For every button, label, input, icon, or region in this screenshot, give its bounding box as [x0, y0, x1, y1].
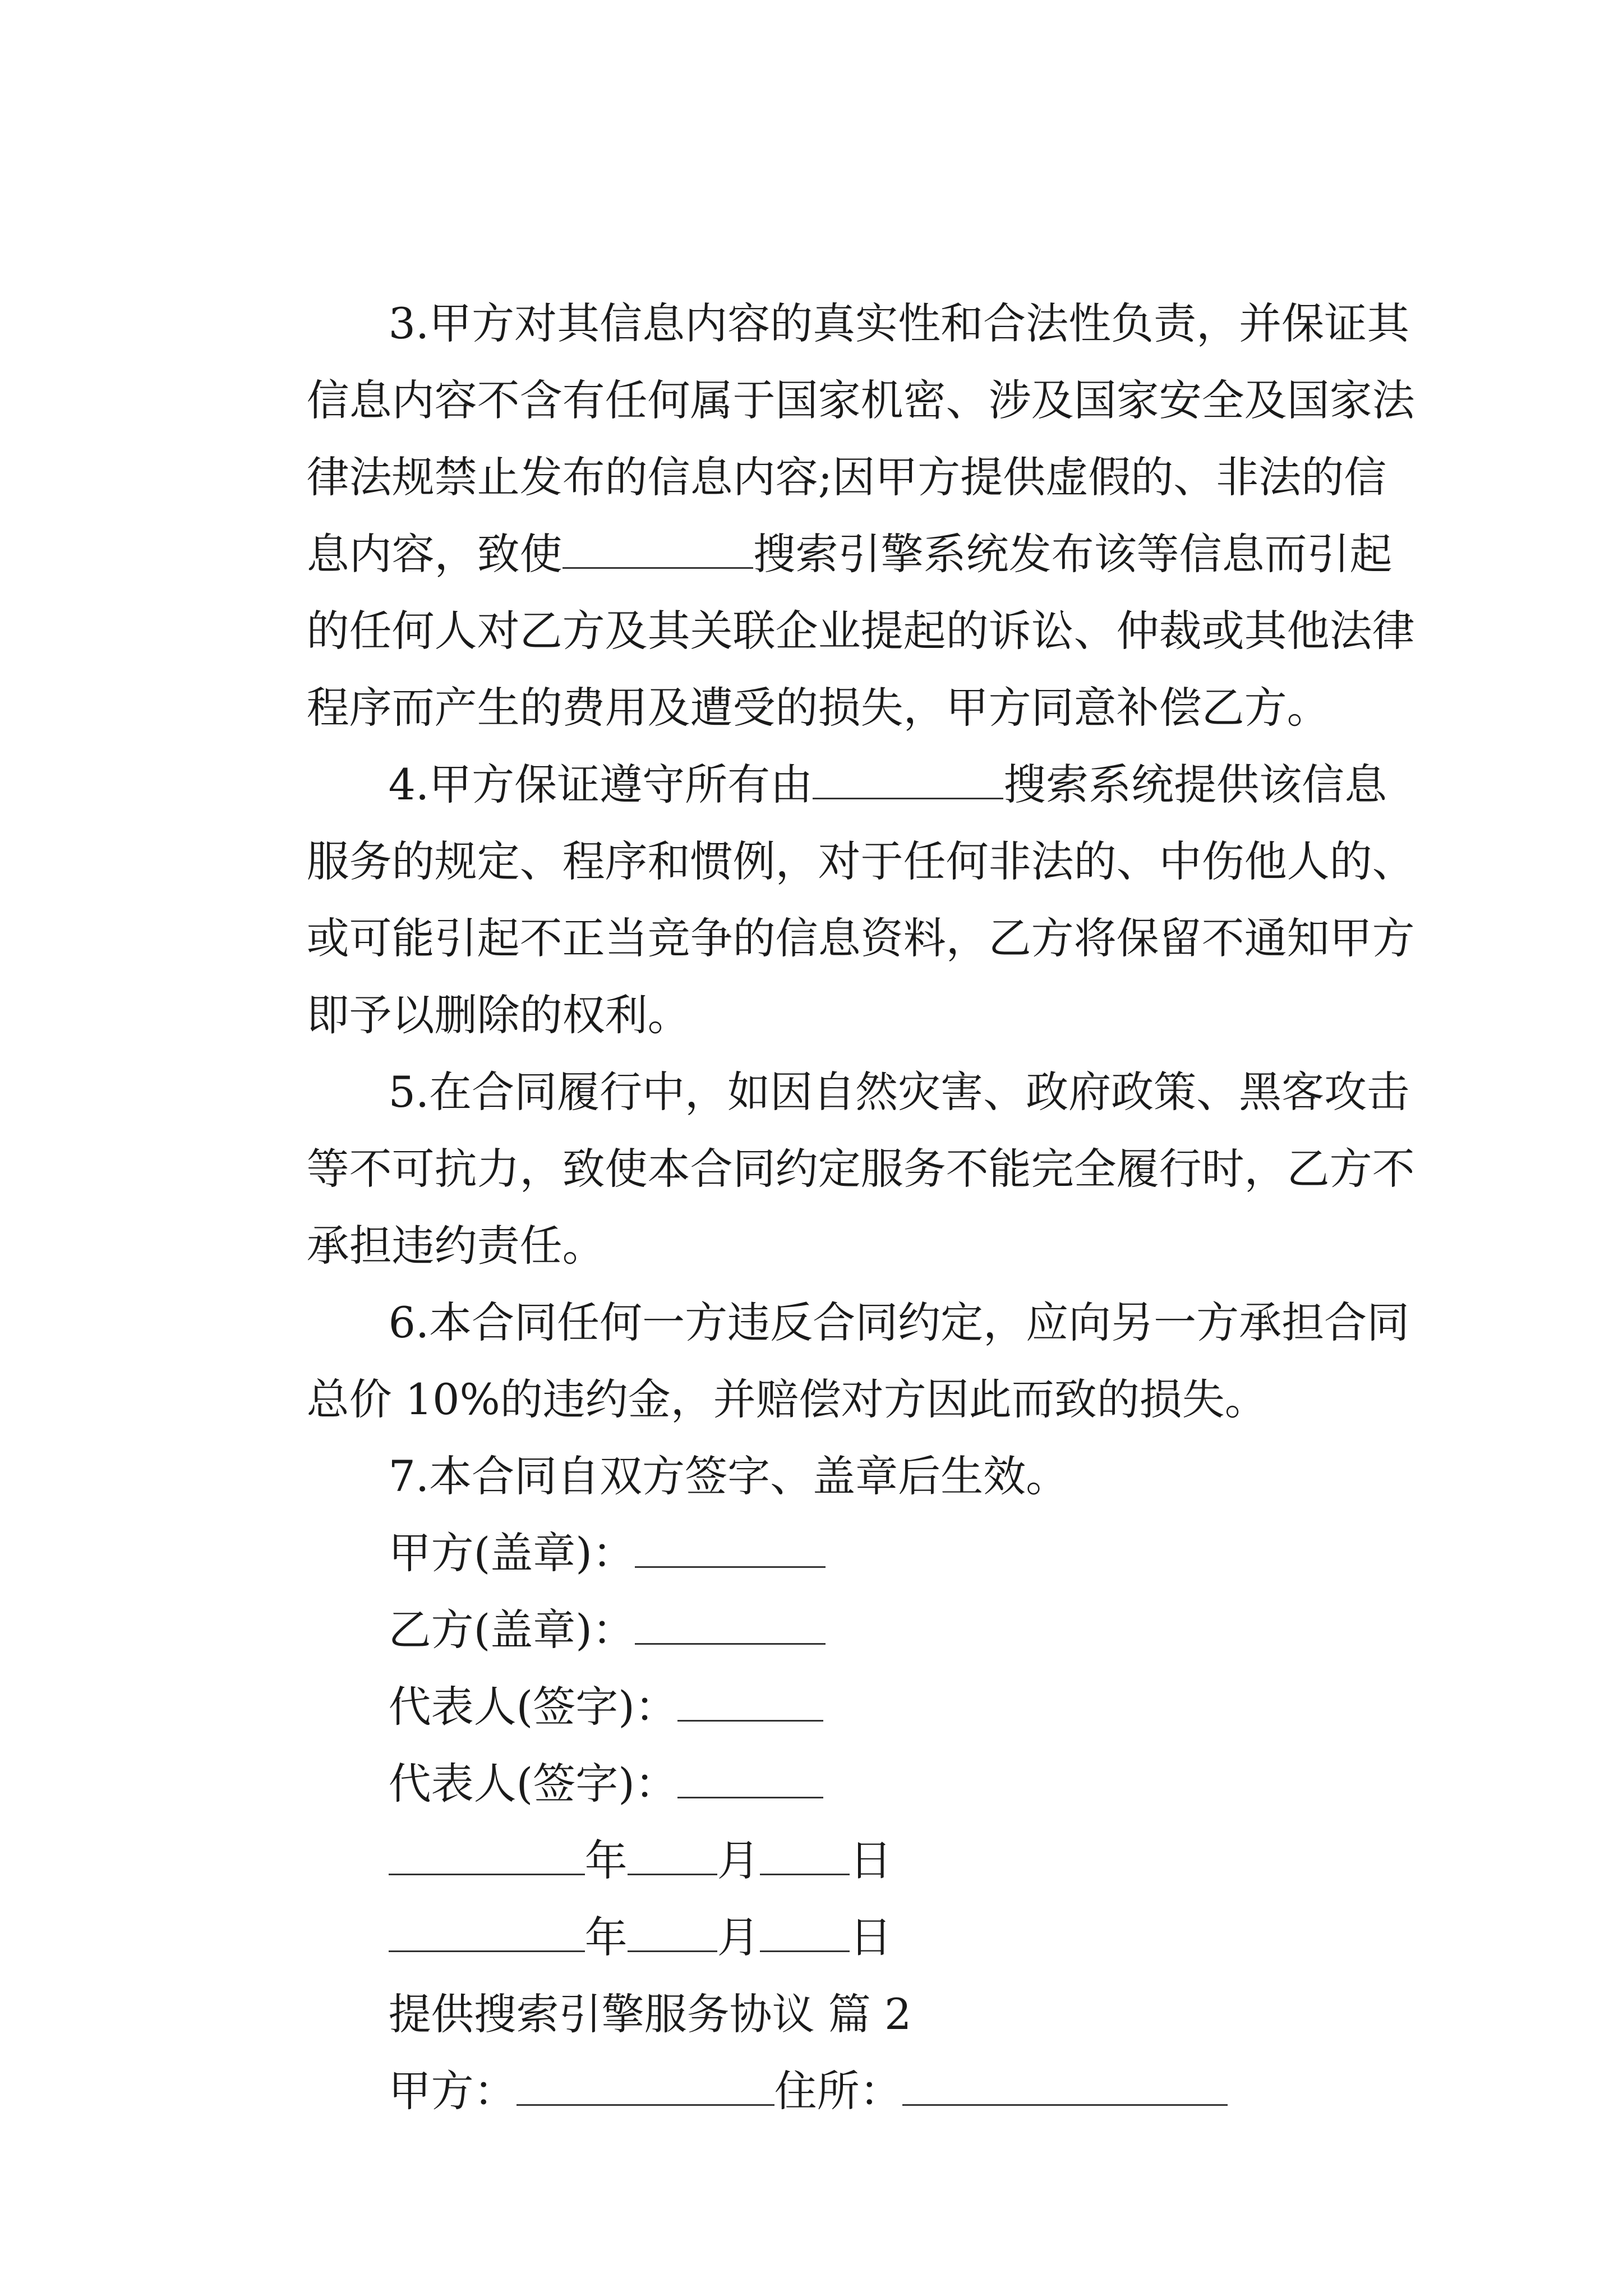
party-a-seal-label: 甲方(盖章)：: [388, 1528, 635, 1578]
clause-6-line-2: [252, 1282, 1615, 1424]
section-title-text: 提供搜索引擎服务协议 篇 2: [388, 1989, 912, 2039]
rep-sign-line-1: [334, 1589, 1619, 1732]
text: 的任何人对乙方及其关联企业提起的诉讼、仲裁或其他法律: [306, 606, 1415, 656]
party-a-label: 甲方：: [388, 2066, 517, 2116]
clause-5-line-2: [252, 1051, 1615, 1194]
rep-sign-line-2: [334, 1666, 1619, 1809]
clause-7-line-1: [334, 1359, 1619, 1501]
clause-4-line-4: [252, 898, 1615, 1040]
text: 服务的规定、程序和惯例，对于任何非法的、中伤他人的、: [306, 836, 1415, 886]
party-a-field[interactable]: [517, 2072, 774, 2106]
clause-6-line-1: [334, 1205, 1619, 1347]
clause-3-line-2: [252, 283, 1615, 425]
address-field[interactable]: [902, 2072, 1228, 2106]
text: 6.本合同任何一方违反合同约定，应向另一方承担合同: [388, 1297, 1410, 1347]
text: 程序而产生的费用及遭受的损失，甲方同意补偿乙方。: [306, 683, 1330, 733]
month-label: 月: [717, 1912, 760, 1962]
clause-3-line-6: [252, 590, 1615, 733]
text: 总价 10%的违约金，并赔偿对方因此而致的损失。: [306, 1374, 1267, 1424]
text: 息内容，致使: [306, 529, 562, 579]
year-label: 年: [584, 1912, 628, 1962]
day-label: 日: [849, 1912, 892, 1962]
text: 即予以删除的权利。: [306, 990, 690, 1040]
rep-sign-label-1: 代表人(签字)：: [388, 1682, 677, 1732]
date-line-1: [334, 1743, 1619, 1885]
address-label: 住所：: [774, 2066, 902, 2116]
clause-3-line-4: [252, 436, 1615, 579]
text: 5.在合同履行中，如因自然灾害、政府政策、黑客攻击: [388, 1067, 1410, 1117]
clause-4-line-2: [252, 744, 1621, 886]
text: 或可能引起不正当竞争的信息资料，乙方将保留不通知甲方: [306, 913, 1415, 963]
month-label: 月: [717, 1835, 760, 1885]
text: 3.甲方对其信息内容的真实性和合法性负责，并保证其: [388, 298, 1410, 348]
text: 等不可抗力，致使本合同约定服务不能完全履行时，乙方不: [306, 1144, 1415, 1194]
text: 搜索引擎系统发布该等信息而引起: [753, 529, 1393, 579]
clause-4-line-3: [252, 821, 1615, 963]
clause-4-line-1: [334, 667, 1619, 809]
clause-5-line-1: [334, 974, 1619, 1117]
clause-5-line-3: [252, 1128, 1615, 1271]
text: 信息内容不含有任何属于国家机密、涉及国家安全及国家法: [306, 375, 1415, 425]
year-label: 年: [584, 1835, 628, 1885]
section-title: [334, 1897, 1619, 2039]
text: 4.甲方保证遵守所有由: [388, 760, 813, 809]
party-a-address-line: [334, 1973, 1619, 2116]
clause-3-line-1: [334, 206, 1619, 348]
clause-3-line-5: [252, 513, 1615, 656]
party-b-seal-label: 乙方(盖章)：: [388, 1605, 635, 1655]
clause-3-line-3: [252, 360, 1615, 502]
party-a-seal-line: [334, 1435, 1619, 1578]
text: 律法规禁止发布的信息内容;因甲方提供虚假的、非法的信: [306, 452, 1387, 502]
date-line-2: [334, 1820, 1619, 1962]
text: 7.本合同自双方签字、盖章后生效。: [388, 1451, 1069, 1501]
text: 承担违约责任。: [306, 1221, 605, 1271]
text: 搜索系统提供该信息: [1003, 760, 1387, 809]
rep-sign-label-2: 代表人(签字)：: [388, 1759, 677, 1809]
party-b-seal-line: [334, 1512, 1619, 1655]
day-label: 日: [849, 1835, 892, 1885]
